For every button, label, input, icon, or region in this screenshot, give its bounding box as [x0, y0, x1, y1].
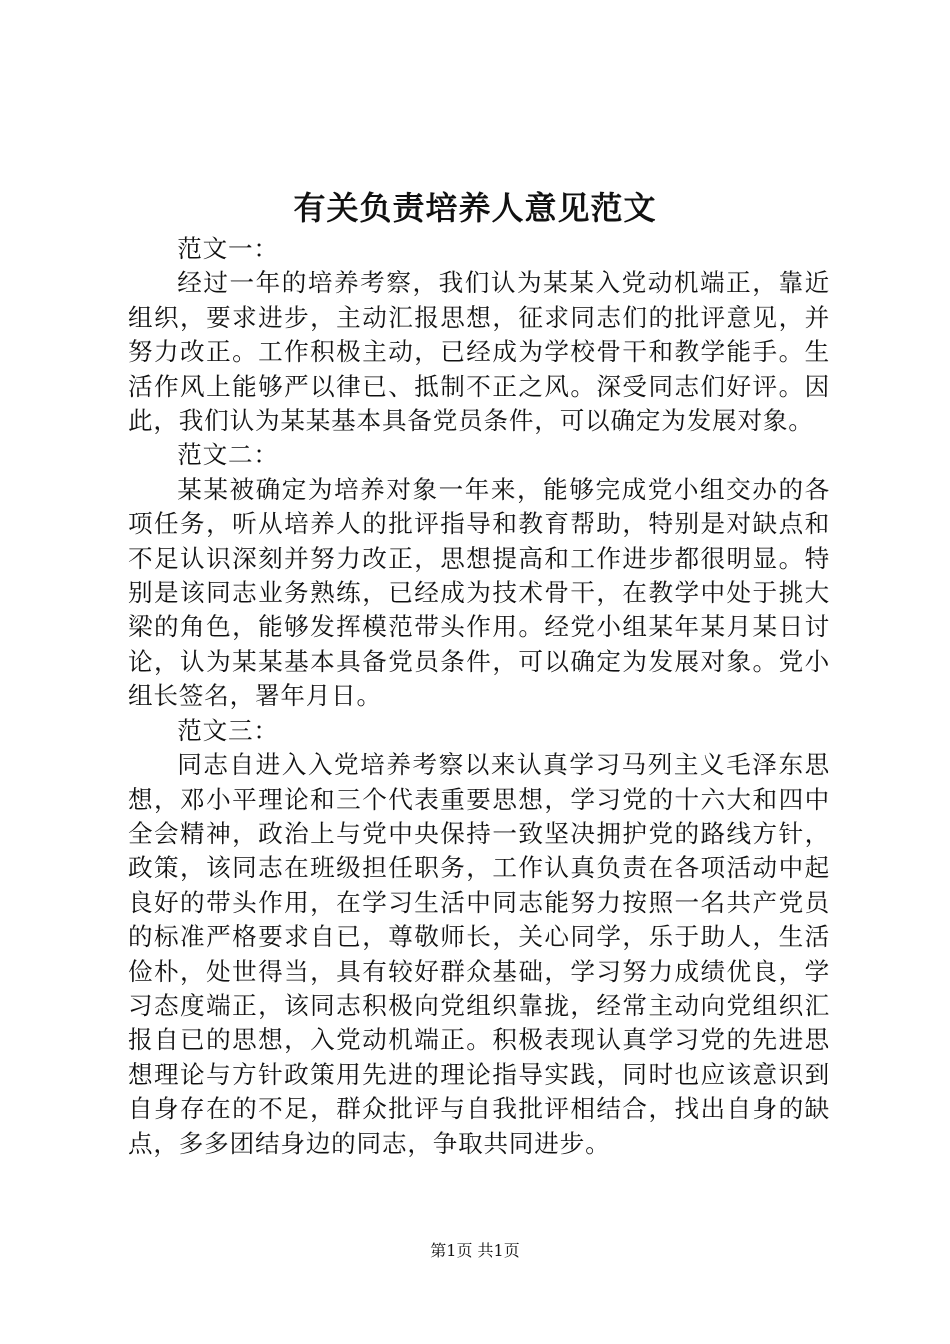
page-footer: 第1页 共1页 [430, 1241, 520, 1260]
section-heading-1: 范文一： [177, 234, 279, 263]
section-paragraph-1: 经过一年的培养考察，我们认为某某入党动机端正，靠近组织，要求进步，主动汇报思想，征求同志们的批评意见，并努力改正。工作积极主动，已经成为学校骨干和教学能手。生活作风上能够严以律已、抵制不正之风。深受同志们好评。因此，我们认为某某基本具备党员条件，可以确定为发展对象。 [128, 268, 830, 436]
section-heading-3: 范文三： [177, 715, 279, 745]
document-body [128, 232, 830, 1161]
section-paragraph-3: 同志自进入入党培养考察以来认真学习马列主义毛泽东思想，邓小平理论和三个代表重要思想，学习党的十六大和四中全会精神，政治上与党中央保持一致坚决拥护党的路线方针，政策，该同志在班级担任职务，工作认真负责在各项活动中起良好的带头作用，在学习生活中同志能努力按照一名共产党员的标准严格要求自已，尊敬师长，关心同学，乐于助人，生活俭朴，处世得当，具有较好群众基础，学习努力成绩优良，学习态度端正，该同志积极向党组织靠拢，经常主动向党组织汇报自已的思想，入党动机端正。积极表现认真学习党的先进思想理论与方针政策用先进的理论指导实践，同时也应该意识到自身存在的不足，群众批评与自我批评相结合，找出自身的缺点，多多团结身边的同志，争取共同进步。 [128, 750, 830, 1158]
section-heading-2: 范文二： [177, 440, 279, 470]
document-title: 有关负责培养人意见范文 [293, 189, 657, 227]
section-paragraph-2: 某某被确定为培养对象一年来，能够完成党小组交办的各项任务，听从培养人的批评指导和教育帮助，特别是对缺点和不足认识深刻并努力改正，思想提高和工作进步都很明显。特别是该同志业务熟练，已经成为技术骨干，在教学中处于挑大梁的角色，能够发挥模范带头作用。经党小组某年某月某日讨论，认为某某基本具备党员条件，可以确定为发展对象。党小组长签名，署年月日。 [128, 474, 830, 711]
